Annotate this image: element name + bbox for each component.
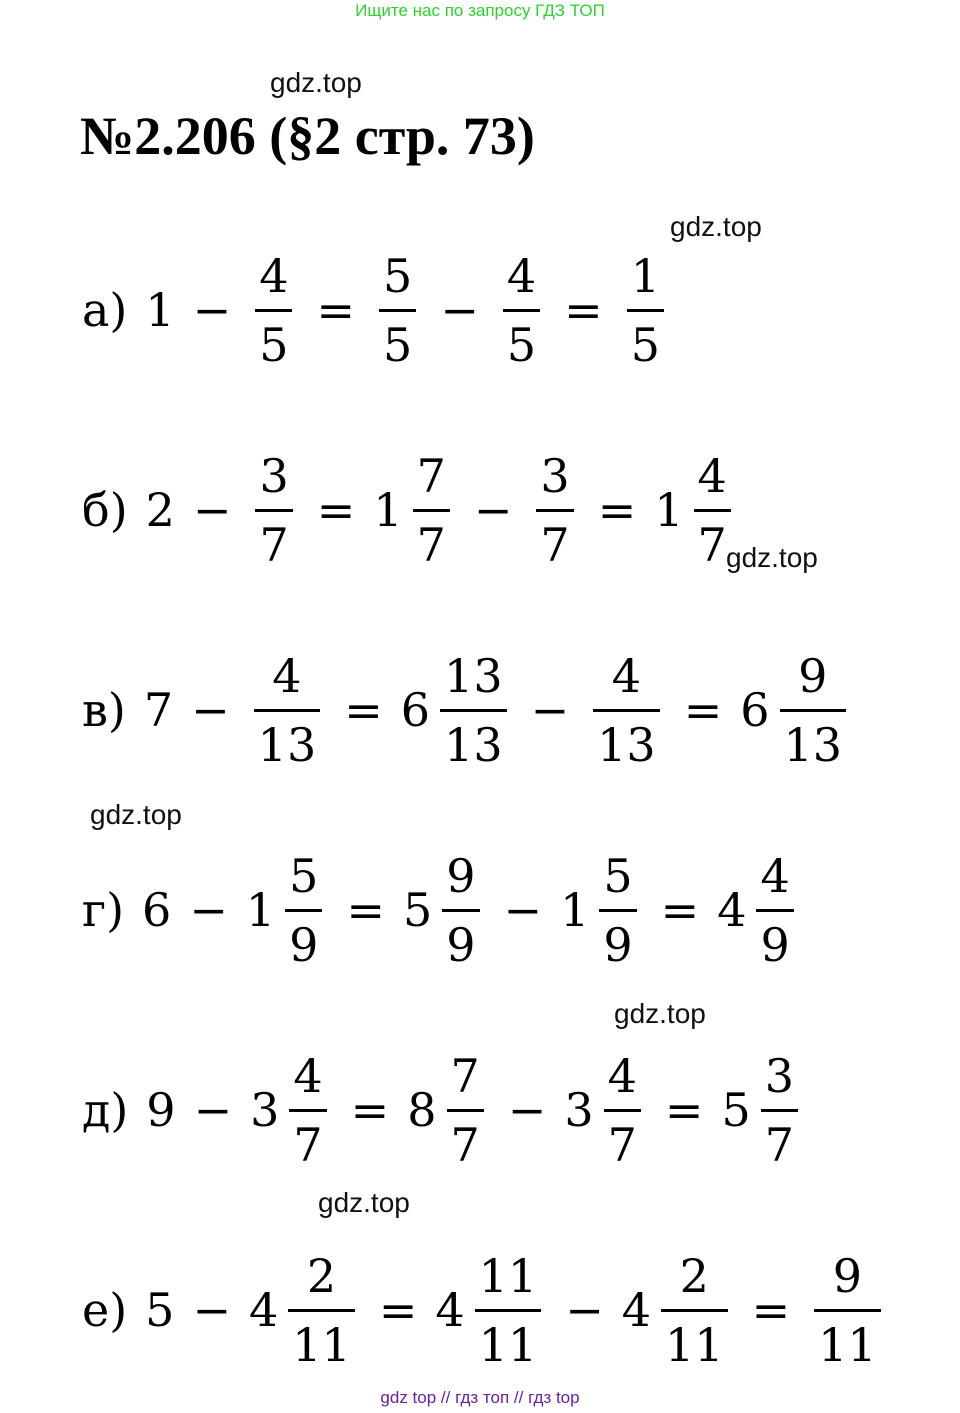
fraction — [288, 1243, 355, 1378]
number: 5 — [145, 1283, 175, 1337]
mixed-whole-part: 4 — [435, 1283, 465, 1337]
equals-sign: = — [350, 1083, 390, 1137]
fraction-numerator: 11 — [478, 1248, 538, 1303]
fraction-numerator: 4 — [506, 248, 537, 303]
fraction-denominator: 11 — [818, 1317, 877, 1372]
equation-d — [82, 1040, 804, 1180]
fraction — [814, 1243, 881, 1378]
fraction-denominator: 5 — [383, 317, 413, 372]
fraction — [447, 1043, 484, 1178]
fraction-numerator: 4 — [611, 648, 642, 703]
fraction-denominator: 9 — [446, 917, 476, 972]
fraction — [756, 843, 793, 978]
mixed-whole-part: 3 — [250, 1083, 280, 1137]
watermark: gdz.top — [270, 67, 362, 98]
equation-a — [82, 240, 670, 380]
fraction-numerator: 4 — [760, 848, 790, 903]
equals-sign: = — [344, 683, 383, 737]
fraction — [254, 643, 321, 778]
fraction-denominator: 7 — [697, 517, 727, 572]
mixed-whole-part: 4 — [717, 883, 747, 937]
fraction-denominator: 13 — [257, 717, 317, 772]
minus-sign: − — [192, 483, 232, 537]
equation-label: б) — [82, 483, 128, 537]
fraction-denominator: 11 — [478, 1317, 538, 1372]
search-banner: Ищите нас по запросу ГДЗ ТОП — [355, 1, 605, 20]
fraction-denominator: 7 — [540, 517, 570, 572]
fraction-numerator: 1 — [630, 248, 660, 303]
fraction-numerator: 4 — [607, 1048, 637, 1103]
mixed-whole-part: 4 — [249, 1283, 279, 1337]
fraction — [413, 443, 450, 578]
fraction-numerator: 3 — [764, 1048, 794, 1103]
watermark: gdz.top — [670, 211, 762, 242]
equation-label: е) — [82, 1283, 128, 1337]
fraction-denominator: 13 — [444, 717, 503, 772]
mixed-whole-part: 6 — [740, 683, 770, 737]
number: 7 — [143, 683, 174, 737]
fraction-numerator: 5 — [289, 848, 319, 903]
equals-sign: = — [346, 883, 385, 937]
fraction-denominator: 7 — [293, 1117, 323, 1172]
fraction-numerator: 4 — [293, 1048, 323, 1103]
number: 6 — [142, 883, 172, 937]
fraction-denominator: 9 — [289, 917, 319, 972]
equals-sign: = — [660, 883, 700, 937]
watermark: gdz.top — [90, 799, 182, 830]
fraction-numerator: 2 — [679, 1248, 709, 1303]
fraction — [761, 1043, 798, 1178]
fraction — [289, 1043, 326, 1178]
equals-sign: = — [683, 683, 723, 737]
fraction-denominator: 9 — [603, 917, 633, 972]
fraction-denominator: 11 — [292, 1317, 351, 1372]
mixed-whole-part: 1 — [560, 883, 590, 937]
minus-sign: − — [530, 683, 570, 737]
fraction — [475, 1243, 542, 1378]
fraction-numerator: 9 — [446, 848, 476, 903]
fraction — [503, 243, 540, 378]
fraction-numerator: 5 — [603, 848, 633, 903]
equation-label: д) — [82, 1083, 129, 1137]
minus-sign: − — [503, 883, 543, 937]
fraction-denominator: 7 — [450, 1117, 480, 1172]
equation-g — [82, 840, 800, 980]
minus-sign: − — [192, 1283, 231, 1337]
fraction — [536, 443, 573, 578]
fraction-numerator: 9 — [832, 1248, 863, 1303]
fraction — [255, 443, 292, 578]
number: 2 — [145, 483, 175, 537]
fraction-denominator: 9 — [760, 917, 790, 972]
fraction-numerator: 3 — [259, 448, 289, 503]
fraction — [442, 843, 479, 978]
equals-sign: = — [316, 283, 356, 337]
minus-sign: − — [440, 283, 479, 337]
fraction-numerator: 7 — [416, 448, 446, 503]
watermark: gdz.top — [726, 542, 818, 573]
mixed-whole-part: 4 — [621, 1283, 652, 1337]
fraction-numerator: 9 — [798, 648, 828, 703]
equals-sign: = — [316, 483, 356, 537]
fraction — [599, 843, 636, 978]
mixed-whole-part: 1 — [245, 883, 276, 937]
mixed-whole-part: 6 — [400, 683, 431, 737]
equals-sign: = — [378, 1283, 418, 1337]
fraction — [627, 243, 664, 378]
equation-label: а) — [82, 283, 128, 337]
watermark: gdz.top — [614, 998, 706, 1029]
equation-b — [82, 440, 737, 580]
equation-v — [82, 640, 852, 780]
fraction-numerator: 4 — [259, 248, 289, 303]
fraction — [593, 643, 660, 778]
mixed-whole-part: 8 — [407, 1083, 437, 1137]
fraction — [604, 1043, 641, 1178]
fraction-numerator: 5 — [383, 248, 413, 303]
fraction-denominator: 11 — [665, 1317, 724, 1372]
number: 9 — [146, 1083, 176, 1137]
mixed-whole-part: 5 — [721, 1083, 751, 1137]
fraction-numerator: 2 — [306, 1248, 337, 1303]
fraction-denominator: 5 — [630, 317, 660, 372]
minus-sign: − — [192, 283, 232, 337]
equation-e — [82, 1240, 887, 1380]
fraction-denominator: 13 — [783, 717, 843, 772]
footer-watermark: gdz top // гдз топ // гдз top — [380, 1388, 580, 1407]
minus-sign: − — [473, 483, 513, 537]
fraction-denominator: 7 — [259, 517, 289, 572]
mixed-whole-part: 5 — [402, 883, 433, 937]
fraction-numerator: 13 — [444, 648, 503, 703]
watermark: gdz.top — [318, 1187, 410, 1218]
equals-sign: = — [597, 483, 637, 537]
mixed-whole-part: 3 — [564, 1083, 594, 1137]
fraction-numerator: 7 — [450, 1048, 480, 1103]
fraction — [780, 643, 847, 778]
page-title: №2.206 (§2 стр. 73) — [80, 106, 535, 166]
equals-sign: = — [751, 1283, 791, 1337]
fraction-numerator: 3 — [540, 448, 570, 503]
equation-label: г) — [82, 883, 125, 937]
mixed-whole-part: 1 — [654, 483, 684, 537]
fraction-denominator: 7 — [764, 1117, 794, 1172]
mixed-whole-part: 1 — [373, 483, 403, 537]
fraction-denominator: 7 — [607, 1117, 637, 1172]
minus-sign: − — [193, 1083, 233, 1137]
minus-sign: − — [507, 1083, 547, 1137]
number: 1 — [145, 283, 175, 337]
fraction — [440, 643, 507, 778]
fraction — [285, 843, 322, 978]
fraction-denominator: 7 — [416, 517, 446, 572]
fraction-denominator: 5 — [259, 317, 289, 372]
minus-sign: − — [565, 1283, 604, 1337]
minus-sign: − — [191, 683, 230, 737]
minus-sign: − — [189, 883, 228, 937]
fraction — [661, 1243, 728, 1378]
fraction-numerator: 4 — [697, 448, 727, 503]
fraction — [379, 243, 416, 378]
fraction-denominator: 5 — [506, 317, 537, 372]
equals-sign: = — [664, 1083, 704, 1137]
equation-label: в) — [82, 683, 126, 737]
fraction-denominator: 13 — [597, 717, 656, 772]
fraction — [255, 243, 292, 378]
equals-sign: = — [564, 283, 603, 337]
fraction-numerator: 4 — [272, 648, 302, 703]
